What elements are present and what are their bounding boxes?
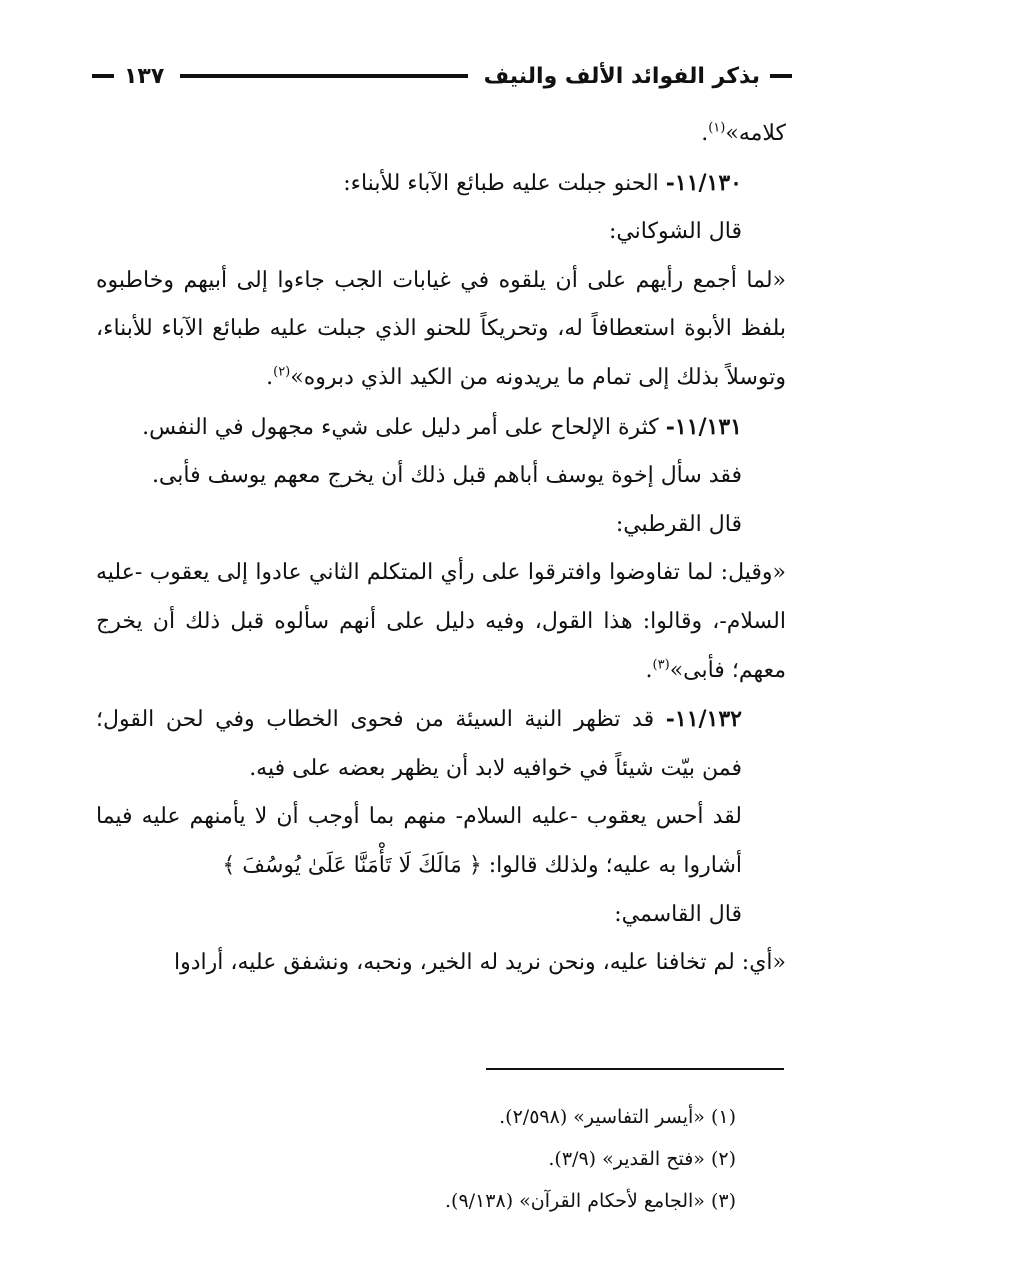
quote: «وقيل: لما تفاوضوا وافترقوا على رأي المتكلم الثاني عادوا إلى يعقوب -عليه السلام-، وقالوا: هذا القول، وفيه دليل على أنهم سألوه قبل ذلك أن يخرج معهم؛ فأبى»$^{(٣)}$.: [96, 560, 786, 683]
page-number: ١٣٧: [124, 63, 165, 89]
item-number: ١١/١٣٠-: [665, 169, 742, 196]
paragraph: قال القرطبي:: [615, 511, 742, 537]
header-dash-left: [92, 74, 114, 78]
item-number: ١١/١٣٢-: [665, 706, 742, 733]
page-header: [92, 58, 792, 94]
paragraph: فقد سأل إخوة يوسف أباهم قبل ذلك أن يخرج معهم يوسف فأبى.: [151, 463, 742, 489]
footnote: (١) «أيسر التفاسير» (٢/٥٩٨).: [499, 1106, 736, 1128]
body-text: [96, 110, 786, 988]
item-heading: ١١/١٣٢- قد تظهر النية السيئة من فحوى الخطاب وفي لحن القول؛ فمن بيّت شيئاً في خوافيه لابد أن يظهر بعضه على فيه.: [96, 706, 742, 781]
quote: «لما أجمع رأيهم على أن يلقوه في غيابات الجب جاءوا إلى أبيهم وخاطبوه بلفظ الأبوة استعطافاً له، وتحريكاً للحنو الذي جبلت عليه طبائع الآباء للأبناء، وتوسلاً بذلك إلى تمام ما يريدونه من الكيد الذي دبروه»$^{(٢)}$.: [96, 267, 786, 390]
header-rule: [180, 74, 467, 78]
item-heading: ١١/١٣٠- الحنو جبلت عليه طبائع الآباء للأبناء:: [343, 169, 742, 196]
header-dash-right: [770, 74, 792, 78]
paragraph: قال الشوكاني:: [608, 219, 742, 245]
paragraph: لقد أحس يعقوب -عليه السلام- منهم بما أوجب أن لا يأمنهم عليه فيما أشاروا به عليه؛ ولذلك قالوا: ﴿ مَالَكَ لَا تَأْمَنَّا عَلَىٰ يُوسُفَ ﴾: [96, 804, 742, 878]
footnotes: [96, 1096, 736, 1222]
item-heading: ١١/١٣١- كثرة الإلحاح على أمر دليل على شيء مجهول في النفس.: [142, 413, 742, 440]
paragraph: كلامه»$^{(١)}$.: [701, 120, 786, 146]
footnote: (٣) «الجامع لأحكام القرآن» (٩/١٣٨).: [445, 1190, 736, 1212]
footnote-separator: [486, 1068, 784, 1070]
footnote: (٢) «فتح القدير» (٣/٩).: [548, 1148, 736, 1170]
item-number: ١١/١٣١-: [665, 413, 742, 440]
header-title: بذكر الفوائد الألف والنيف: [483, 63, 760, 89]
quote: «أي: لم تخافنا عليه، ونحن نريد له الخير، ونحبه، ونشفق عليه، أرادوا: [174, 950, 786, 976]
paragraph: قال القاسمي:: [614, 901, 742, 927]
